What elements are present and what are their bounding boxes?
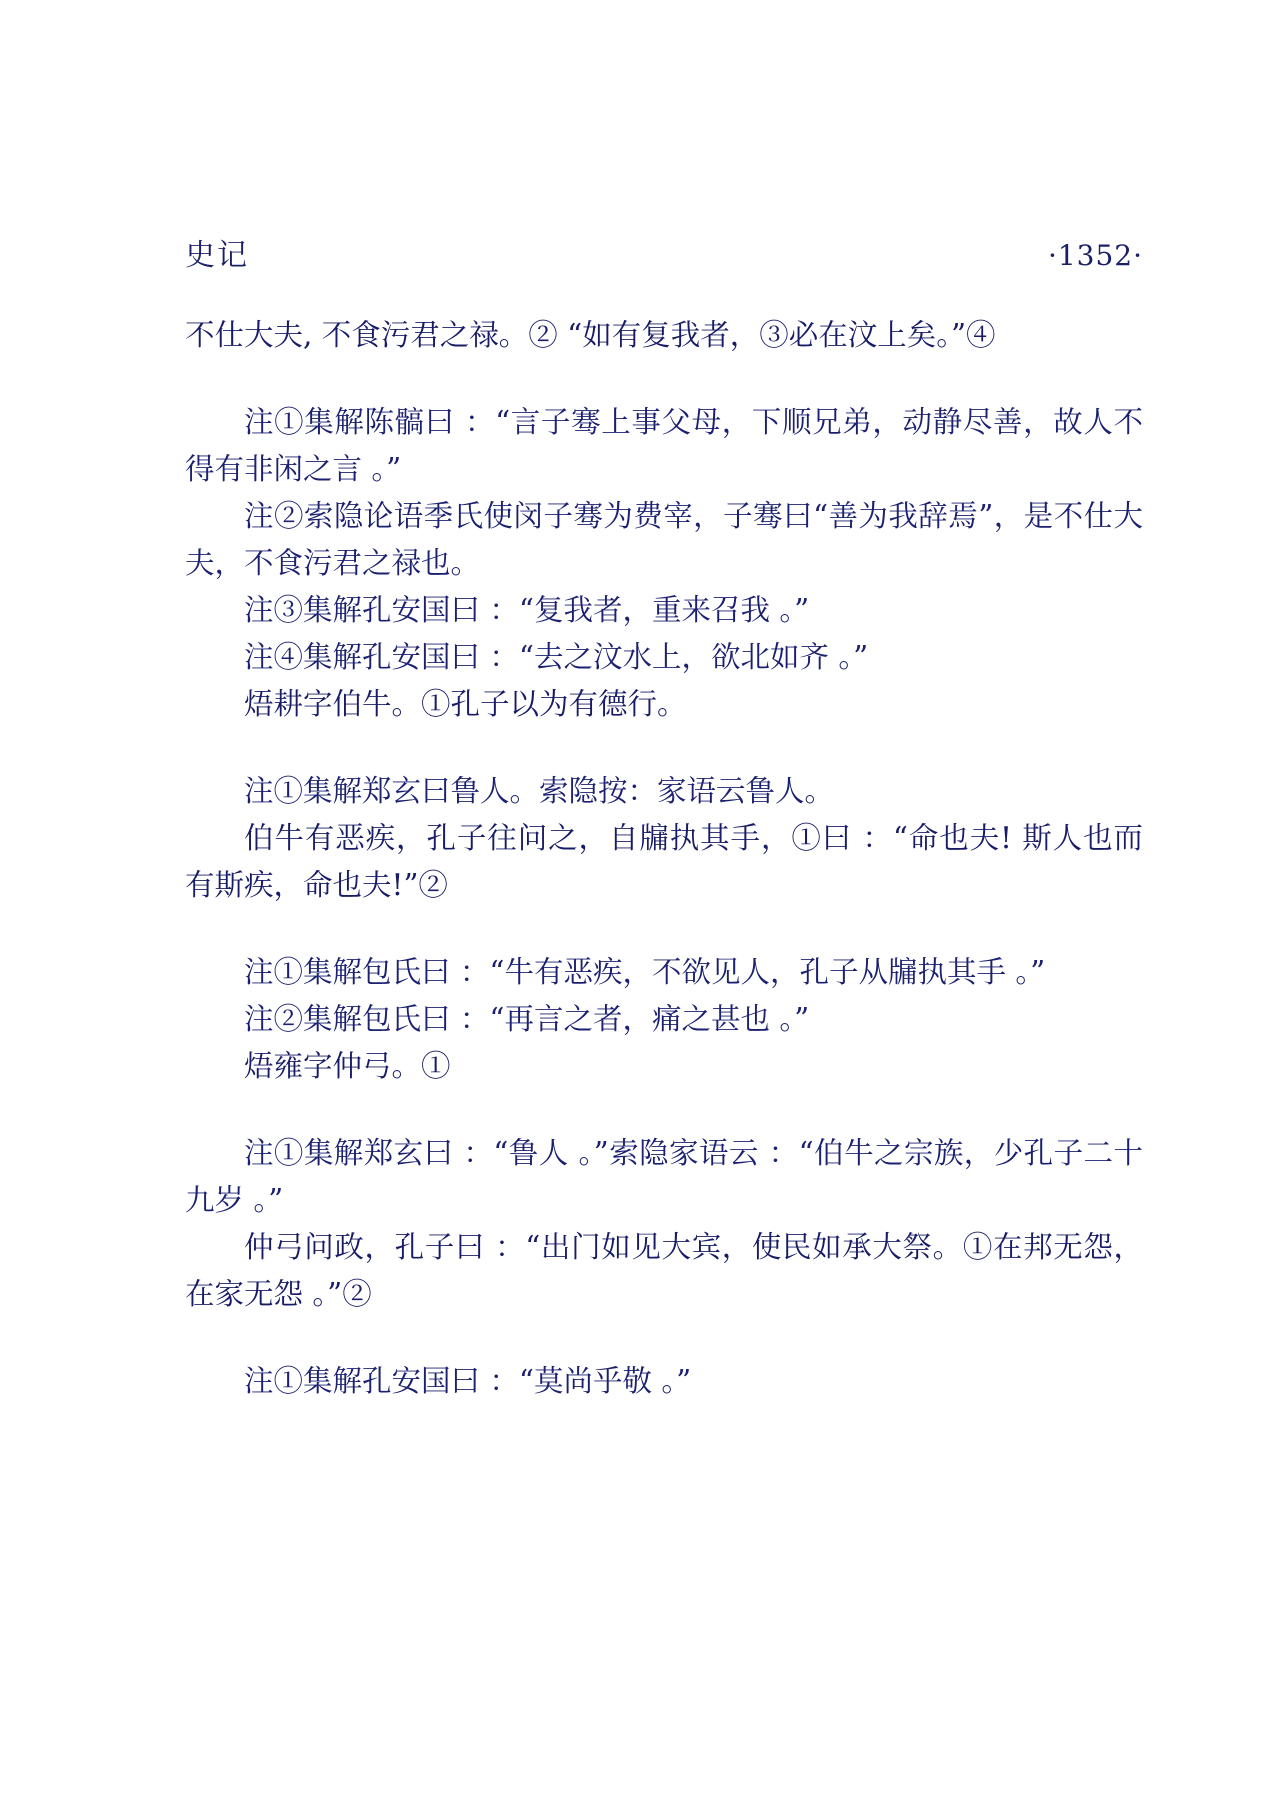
annotation-note-4: 注④集解孔安国曰 ：“去之汶水上，欲北如齐 。” bbox=[244, 640, 869, 674]
paragraph-main: 不仕大夫, 不食污君之禄。② “如有复我者，③必在汶上矣。”④ bbox=[185, 318, 996, 352]
paragraph-spacer bbox=[185, 909, 1143, 949]
paragraph-spacer bbox=[185, 728, 1143, 768]
annotation-note-9: 注①集解孔安国曰 ：“莫尚乎敬 。” bbox=[244, 1364, 692, 1398]
annotation-note-8: 注①集解郑玄曰 ：“鲁人 。”索隐家语云 ：“伯牛之宗族，少孔子二十九岁 。” bbox=[185, 1136, 1143, 1217]
paragraph-spacer bbox=[185, 359, 1143, 399]
annotation-note-1: 注①集解陈髇曰 ：“言子骞上事父母，下顺兄弟，动静尽善，故人不得有非闲之言 。” bbox=[185, 405, 1143, 486]
paragraph-spacer bbox=[185, 1318, 1143, 1358]
paragraph-spacer bbox=[185, 1090, 1143, 1130]
paragraph-bo-niu: 伯牛有恶疾，孔子往问之，自牖执其手，①曰 ：“命也夫! 斯人也而有斯疾，命也夫!”② bbox=[185, 821, 1143, 902]
annotation-note-5: 注①集解郑玄曰鲁人。索隐按：家语云鲁人。 bbox=[244, 774, 835, 808]
annotation-note-7: 注②集解包氏曰 ：“再言之者，痛之甚也 。” bbox=[244, 1002, 810, 1036]
page-body bbox=[185, 312, 1143, 1405]
annotation-note-6: 注①集解包氏曰 ：“牛有恶疾，不欲见人，孔子从牖执其手 。” bbox=[244, 955, 1046, 989]
paragraph-zhong-gong: 仲弓问政，孔子曰 ：“出门如见大宾，使民如承大祭。①在邦无怨，在家无怨 。”② bbox=[185, 1230, 1143, 1311]
paragraph-ran-geng: 焐耕字伯牛。①孔子以为有德行。 bbox=[244, 687, 687, 721]
page-header bbox=[185, 230, 1143, 274]
annotation-note-3: 注③集解孔安国曰 ：“复我者，重来召我 。” bbox=[244, 593, 810, 627]
page-number: ·1352· bbox=[1047, 239, 1143, 272]
annotation-note-2: 注②索隐论语季氏使闵子骞为费宰，子骞曰“善为我辞焉”，是不仕大夫，不食污君之禄也。 bbox=[185, 499, 1143, 580]
paragraph-ran-yong: 焐雍字仲弓。① bbox=[244, 1049, 451, 1083]
book-title: 史记 bbox=[185, 238, 249, 273]
